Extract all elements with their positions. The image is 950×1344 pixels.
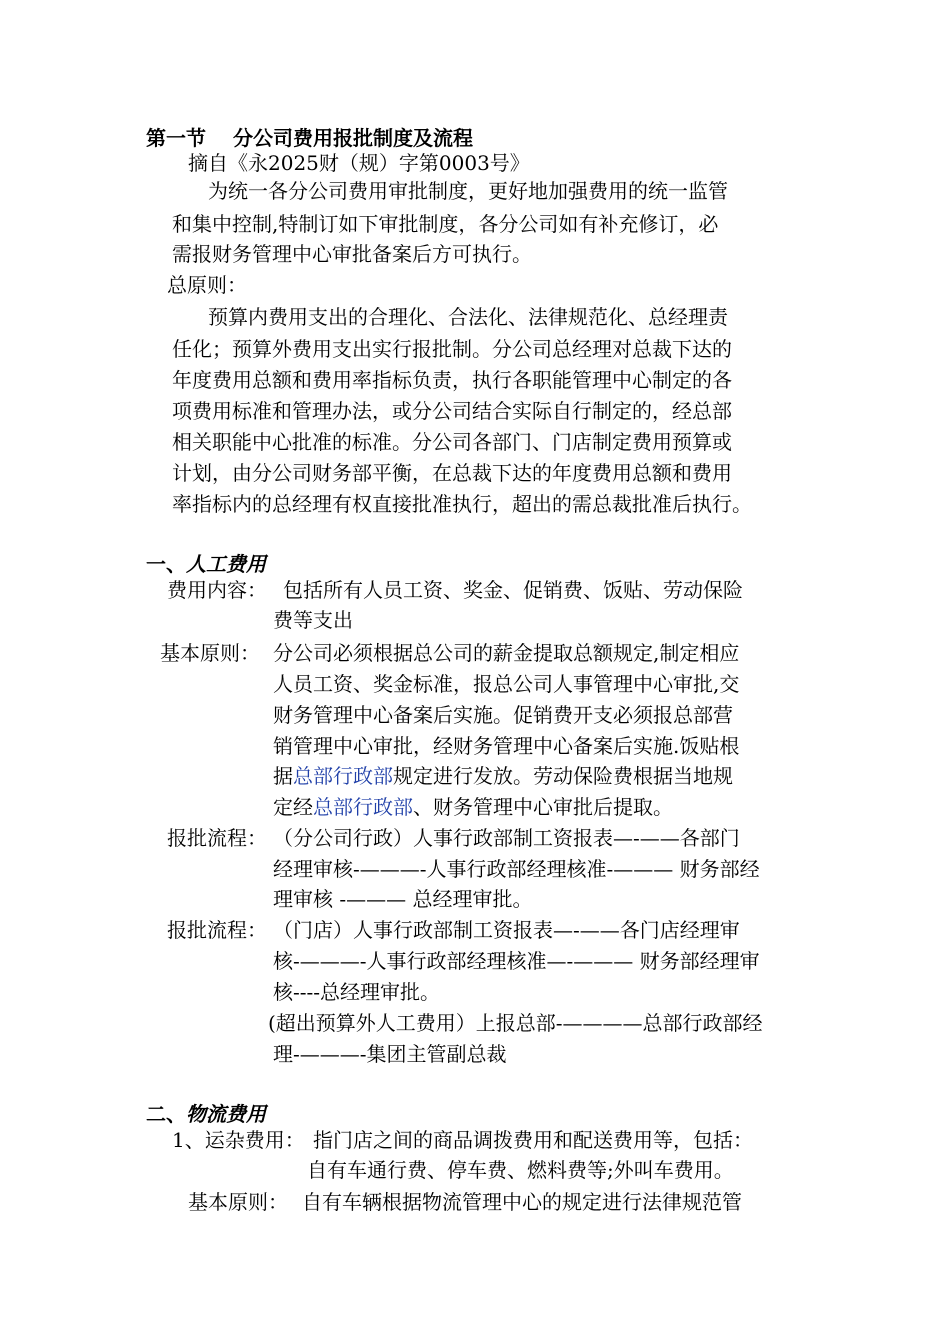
principle-line: 预算内费用支出的合理化、合法化、法律规范化、总经理责 [208, 305, 728, 329]
logistics-heading [146, 1101, 266, 1127]
text-run: 据 [273, 764, 293, 788]
principle-line: 项费用标准和管理办法，或分公司结合实际自行制定的，经总部 [172, 399, 732, 423]
logistics-basic-label: 基本原则： [188, 1190, 288, 1214]
logistics-item-line: 自有车通行费、停车费、燃料费等;外叫车费用。 [307, 1158, 734, 1182]
section-title: 第一节 分公司费用报批制度及流程 [146, 126, 473, 150]
labor-content-line: 包括所有人员工资、奖金、促销费、饭贴、劳动保险 [283, 578, 743, 602]
labor-heading [146, 551, 266, 577]
labor-heading-text: 人工费用 [186, 552, 266, 576]
logistics-item-line: 指门店之间的商品调拨费用和配送费用等，包括： [313, 1128, 753, 1152]
logistics-item-label: 1、运杂费用： [172, 1128, 305, 1152]
labor-flow-line: 核----总经理审批。 [273, 980, 441, 1004]
principle-line: 任化；预算外费用支出实行报批制。分公司总经理对总裁下达的 [172, 337, 732, 361]
hq-admin-dept-link[interactable]: 总部行政部 [293, 764, 393, 788]
labor-basic-line [273, 794, 673, 820]
labor-flow-line: 核-———-人事行政部经理核准—-——— 财务部经理审 [273, 949, 760, 973]
principle-label: 总原则： [167, 273, 247, 297]
labor-basic-line [273, 763, 733, 789]
logistics-heading-number: 二、 [146, 1102, 186, 1126]
labor-flow-label: 报批流程： [167, 918, 267, 942]
principle-line: 计划，由分公司财务部平衡，在总裁下达的年度费用总额和费用 [172, 461, 732, 485]
labor-flow-line: (超出预算外人工费用）上报总部-————总部行政部经 [268, 1011, 763, 1035]
labor-flow-line: 经理审核-———-人事行政部经理核准-——— 财务部经 [273, 857, 760, 881]
principle-line: 年度费用总额和费用率指标负责，执行各职能管理中心制定的各 [172, 368, 732, 392]
labor-flow-label: 报批流程： [167, 826, 267, 850]
text-run: 规定进行发放。劳动保险费根据当地规 [393, 764, 733, 788]
labor-basic-line: 销管理中心审批，经财务管理中心备案后实施.饭贴根 [273, 734, 740, 758]
principle-line: 率指标内的总经理有权直接批准执行，超出的需总裁批准后执行。 [172, 492, 752, 516]
logistics-heading-text: 物流费用 [186, 1102, 266, 1126]
labor-basic-line: 分公司必须根据总公司的薪金提取总额规定,制定相应 [273, 641, 740, 665]
labor-basic-label: 基本原则： [160, 641, 260, 665]
intro-line: 为统一各分公司费用审批制度，更好地加强费用的统一监管 [208, 179, 728, 203]
hq-admin-dept-link[interactable]: 总部行政部 [313, 795, 413, 819]
labor-flow-line: （分公司行政）人事行政部制工资报表—-——各部门 [273, 826, 740, 850]
document-source: 摘自《永2025财（规）字第0003号》 [188, 151, 530, 175]
labor-heading-number: 一、 [146, 552, 186, 576]
labor-basic-line: 财务管理中心备案后实施。促销费开支必须报总部营 [273, 703, 733, 727]
principle-line: 相关职能中心批准的标准。分公司各部门、门店制定费用预算或 [172, 430, 732, 454]
labor-content-line: 费等支出 [273, 608, 353, 632]
labor-content-label: 费用内容： [167, 578, 267, 602]
intro-line: 需报财务管理中心审批备案后方可执行。 [172, 242, 532, 266]
labor-basic-line: 人员工资、奖金标准，报总公司人事管理中心审批,交 [273, 672, 740, 696]
text-run: 、财务管理中心审批后提取。 [413, 795, 673, 819]
intro-line: 和集中控制,特制订如下审批制度，各分公司如有补充修订，必 [172, 212, 719, 236]
labor-flow-line: 理审核 -——— 总经理审批。 [273, 887, 533, 911]
labor-flow-line: 理-———-集团主管副总裁 [273, 1042, 507, 1066]
text-run: 定经 [273, 795, 313, 819]
logistics-basic-line: 自有车辆根据物流管理中心的规定进行法律规范管 [302, 1190, 742, 1214]
labor-flow-line: （门店）人事行政部制工资报表—-——各门店经理审 [273, 918, 740, 942]
